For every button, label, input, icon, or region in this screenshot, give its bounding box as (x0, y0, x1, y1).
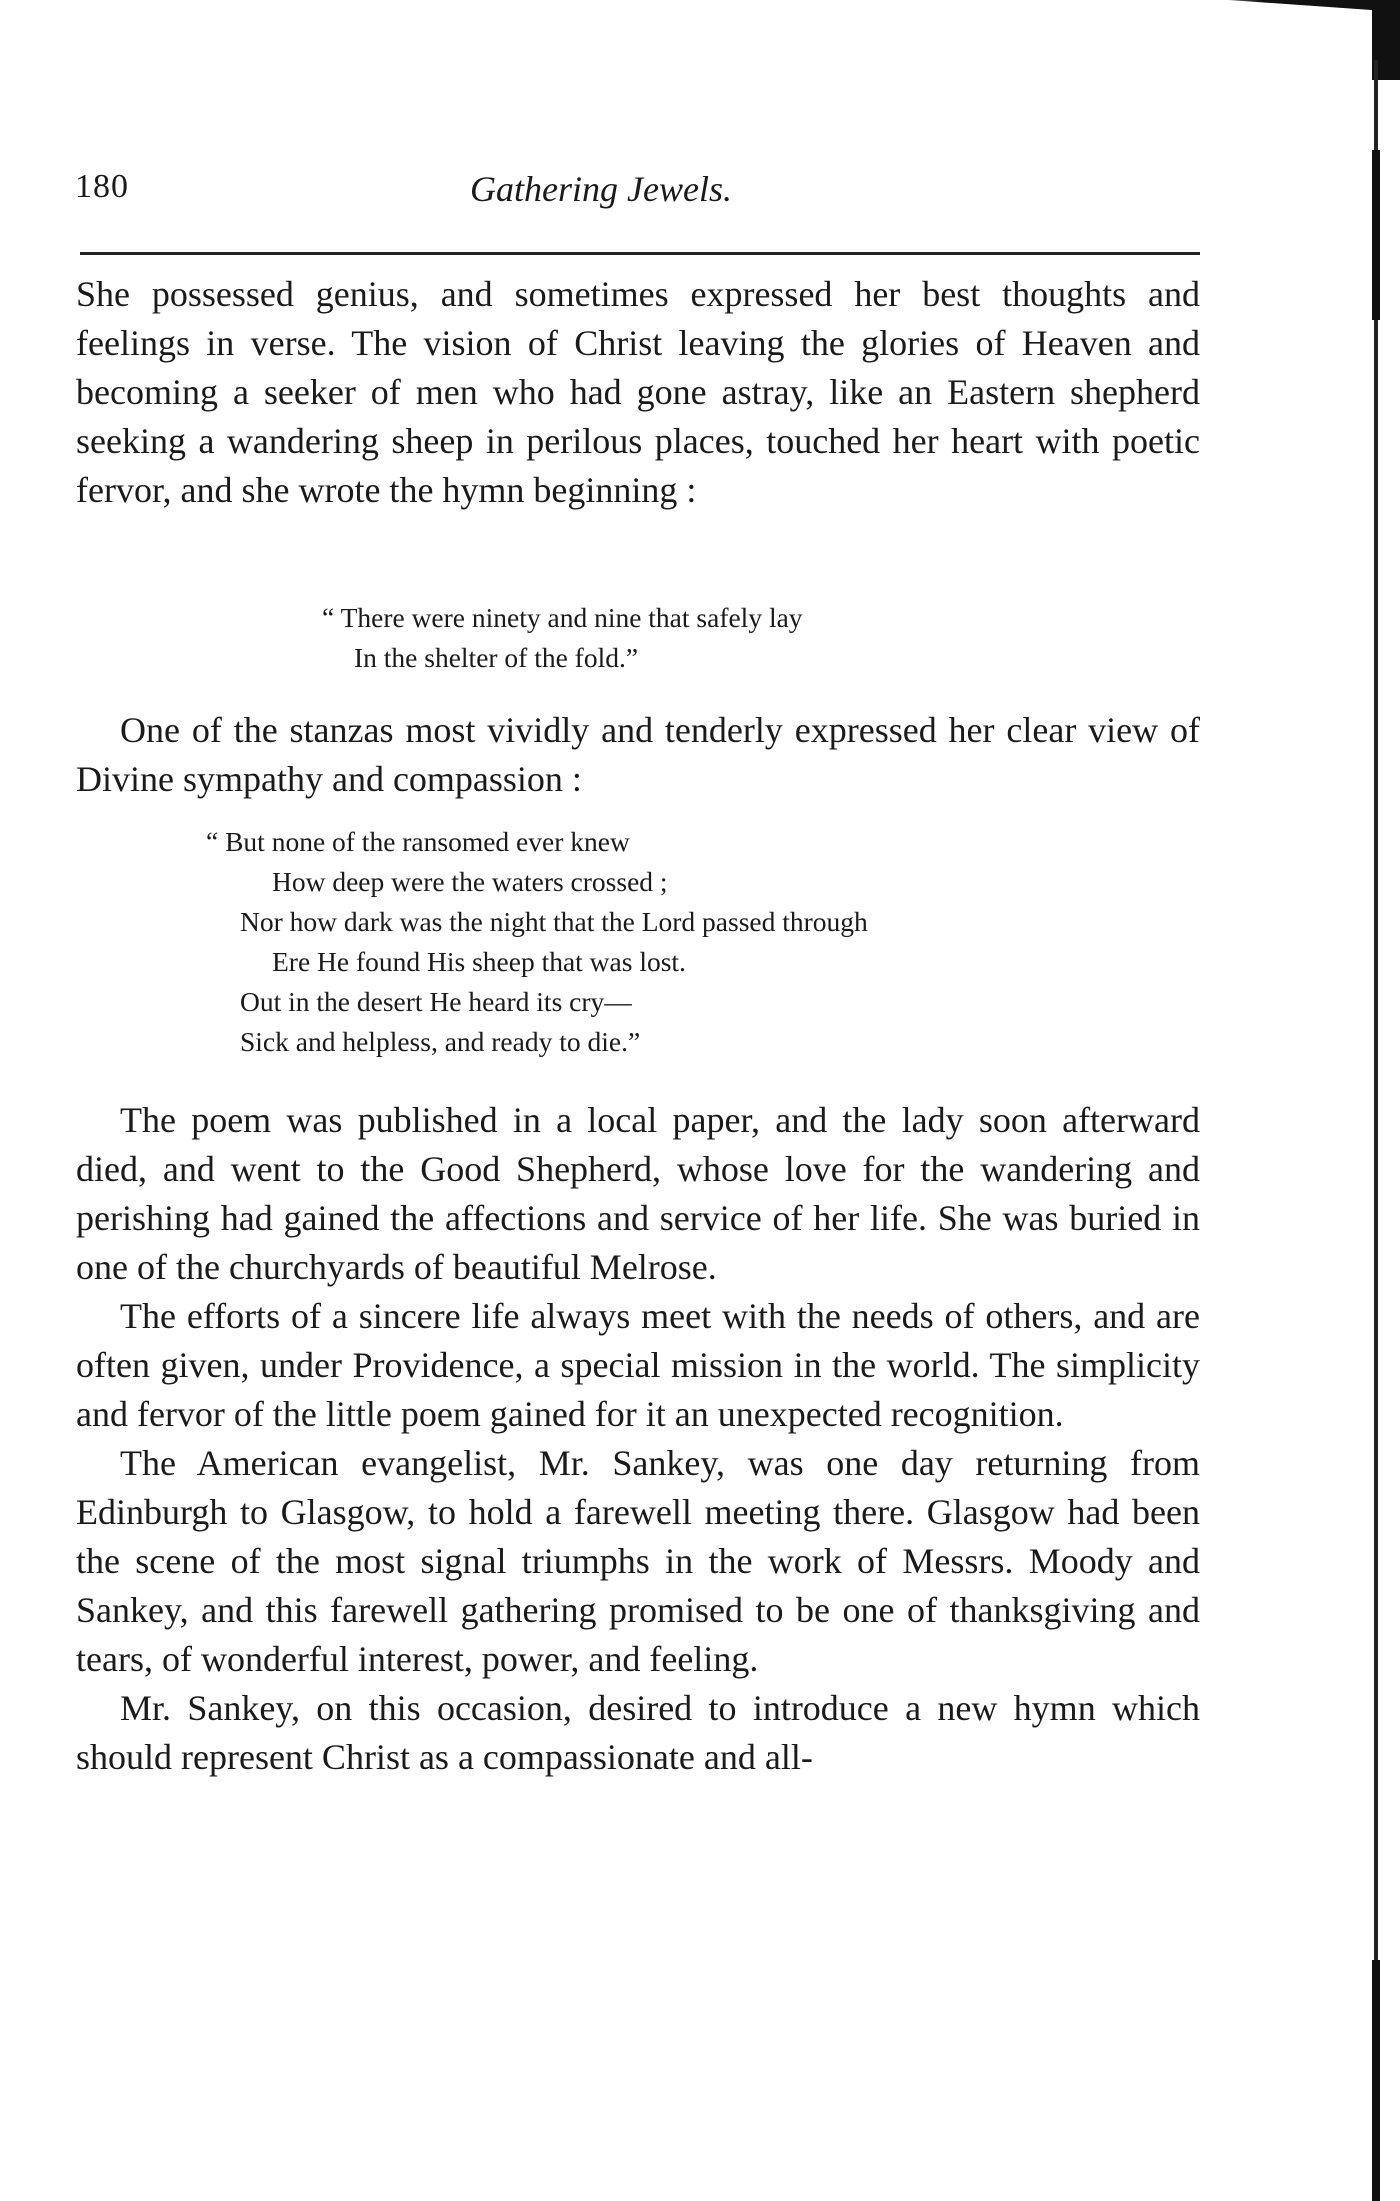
verse-quote-2 (206, 822, 868, 1062)
paragraph: The poem was published in a local paper, and the lady soon afterward died, and went to the Good Shepherd, whose love for the wandering and perishing had gained the affections and service of her life. She was buried in one of the churchyards of beautiful Melrose. (76, 1100, 1200, 1287)
verse-line: In the shelter of the fold.” (354, 642, 639, 673)
paragraph: One of the stanzas most vividly and tenderly expressed her clear view of Divine sympathy and compassion : (76, 710, 1200, 799)
verse-line: Nor how dark was the night that the Lord passed through (240, 906, 868, 937)
verse-line: “ But none of the ransomed ever knew (206, 826, 630, 857)
body-block-3 (76, 1096, 1200, 1782)
paragraph: She possessed genius, and sometimes expressed her best thoughts and feelings in verse. The vision of Christ leaving the glories of Heaven and becoming a seeker of men who had gone astray, like an Eastern shepherd seeking a wandering sheep in perilous places, touched her heart with poetic fervor, and she wrote the hymn beginning : (76, 274, 1200, 510)
paragraph: The efforts of a sincere life always meet with the needs of others, and are often given, under Providence, a special mission in the world. The simplicity and fervor of the little poem gained for it an unexpected recognition. (76, 1296, 1200, 1434)
verse-line: Ere He found His sheep that was lost. (272, 946, 686, 977)
running-head (75, 160, 1200, 220)
scan-edge-mark (1372, 1960, 1380, 2201)
verse-line: Out in the desert He heard its cry— (240, 986, 632, 1017)
body-block-1 (76, 270, 1200, 515)
verse-line: “ There were ninety and nine that safely lay (322, 602, 803, 633)
header-rule (80, 252, 1200, 255)
scan-edge-mark (1372, 150, 1380, 320)
paragraph: The American evangelist, Mr. Sankey, was one day returning from Edinburgh to Glasgow, to hold a farewell meeting there. Glasgow had been the scene of the most signal triumphs in the work of Messrs. Moody and Sankey, and this farewell gathering promised to be one of thanksgiving and tears, of wonderful interest, power, and feeling. (76, 1443, 1200, 1679)
page-number: 180 (75, 168, 129, 205)
running-title: Gathering Jewels. (470, 169, 732, 209)
scan-edge-top (1170, 0, 1400, 12)
paragraph: Mr. Sankey, on this occasion, desired to introduce a new hymn which should represent Christ as a compassionate and all- (76, 1688, 1200, 1777)
scan-edge-line (1374, 60, 1378, 2201)
verse-line: Sick and helpless, and ready to die.” (240, 1026, 641, 1057)
verse-line: How deep were the waters crossed ; (272, 866, 668, 897)
body-block-2 (76, 706, 1200, 804)
verse-quote-1 (322, 598, 803, 678)
